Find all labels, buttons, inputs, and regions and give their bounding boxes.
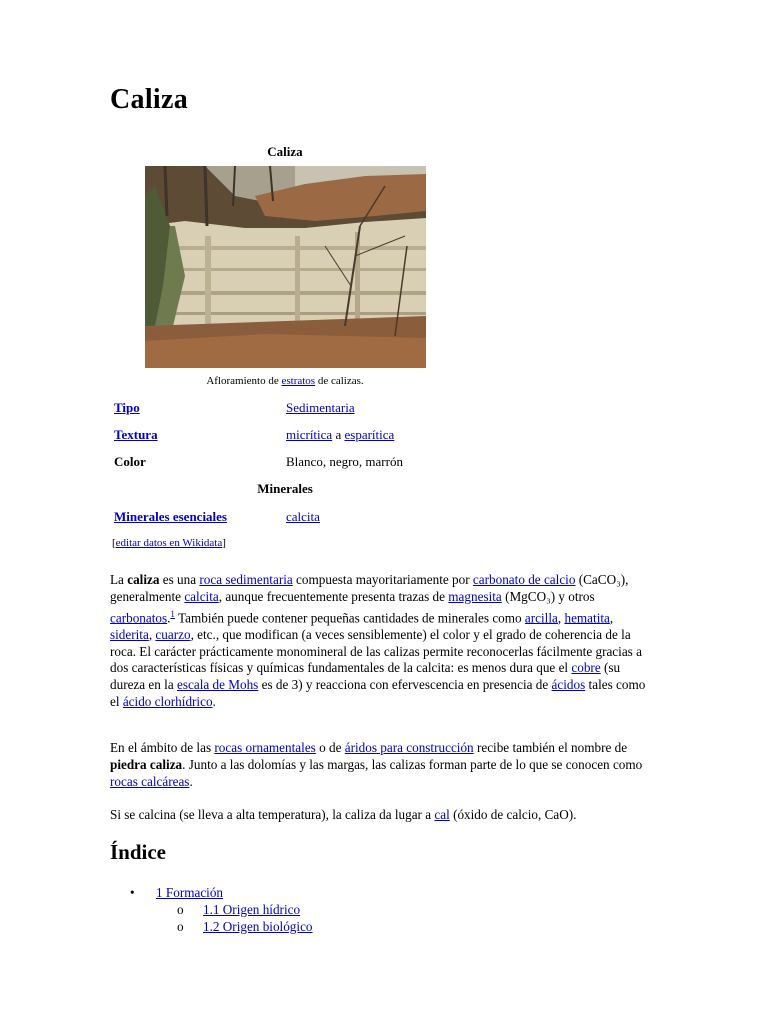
edit-wikidata-link[interactable]: editar datos en Wikidata [115,537,223,549]
text-run: , [148,626,156,642]
paragraph-intro [110,572,658,711]
toc-heading: Índice [110,840,167,864]
text-run: . [167,609,171,625]
table-of-contents [110,884,313,935]
inline-link[interactable]: siderita [110,626,149,642]
text-run: , aunque frecuentemente presenta trazas de [218,588,449,604]
infobox-value-tipo[interactable]: Sedimentaria [286,400,355,415]
page-title: Caliza [110,84,189,115]
link-micritica[interactable]: micrítica [286,427,333,442]
toc-link-origen-biologico[interactable]: 1.2 Origen biológico [203,919,313,934]
inline-link[interactable]: roca sedimentaria [199,572,293,587]
text-run: es una [159,572,200,587]
inline-link[interactable]: cobre [571,660,601,676]
toc-link-origen-hidrico[interactable]: 1.1 Origen hídrico [203,902,301,917]
infobox-section-minerales: Minerales [257,481,313,496]
text-run: (óxido de calcio, CaO). [449,807,577,822]
paragraph-calcination [110,807,658,824]
text-run: o de [315,740,345,755]
text-run: tales como el [110,677,646,709]
edit-bracket-close: ] [222,537,226,549]
toc-item [110,901,313,918]
toc-bullet: • [130,885,135,900]
infobox-value-calcita[interactable]: calcita [286,509,320,524]
text-run: es de 3) y reacciona con efervescencia en presencia de [258,677,552,693]
text-run: . [212,693,216,709]
edit-wikidata [112,537,226,549]
toc-bullet: o [177,919,184,934]
infobox-label-color: Color [114,454,146,469]
reference-superscript[interactable]: 1 [170,608,175,619]
bold-term: piedra caliza [110,756,183,772]
text-run: (MgCO₃) y otros [501,588,595,604]
text-run: , [557,609,565,625]
toc-item [110,884,313,901]
text-run: recibe también el nombre de [473,740,628,755]
inline-link[interactable]: magnesita [448,588,502,604]
edit-bracket-open: [ [112,537,116,549]
toc-item [110,918,313,935]
inline-link[interactable]: rocas ornamentales [214,740,316,755]
inline-link[interactable]: rocas calcáreas [110,773,190,789]
caption-prefix: Afloramiento de [206,375,282,387]
text-run: . [189,773,193,789]
inline-link[interactable]: arcilla [524,609,558,625]
bold-term: caliza [127,572,160,587]
inline-link[interactable]: calcita [184,588,219,604]
inline-link[interactable]: cuarzo [155,626,191,642]
text-run: En el ámbito de las [110,740,215,755]
textura-connector: a [332,427,345,442]
paragraph-ornamental [110,740,658,790]
inline-link[interactable]: ácido clorhídrico [122,693,213,709]
text-run: (CaCO₃), generalmente [110,572,629,604]
caption-link-estratos[interactable]: estratos [281,375,316,387]
text-run: , [609,609,614,625]
infobox-value-color: Blanco, negro, marrón [286,454,403,469]
limestone-outcrop-photo [145,166,426,368]
inline-link[interactable]: carbonato de calcio [472,572,576,587]
text-run: Si se calcina (se lleva a alta temperatura), la caliza da lugar a [110,807,435,822]
inline-link[interactable]: ácidos [551,677,586,693]
inline-link[interactable]: hematita [564,609,610,625]
infobox-label-textura[interactable]: Textura [114,427,158,442]
inline-link[interactable]: carbonatos [110,609,168,625]
toc-link-formacion[interactable]: 1 Formación [156,885,224,900]
text-run: , etc., que modifican (a veces sensiblemente) el color y el grado de coherencia de la roca. El carácter prácticamente monomineral de las calizas permite reconocerlas fácilmente gracias a dos características físicas y químicas fundamentales de la calcita: es menos dura que el [110,626,642,676]
link-esparitica[interactable]: esparítica [344,427,395,442]
toc-bullet: o [177,902,184,917]
text-run: . Junto a las dolomías y las margas, las calizas forman parte de lo que se conocen como [182,756,643,772]
text-run: compuesta mayoritariamente por [292,572,473,587]
text-run: La [110,572,128,587]
caption-suffix: de calizas. [315,375,364,387]
infobox-value-textura [286,427,394,443]
photo-caption [110,375,460,387]
text-run: (su dureza en la [110,660,621,693]
inline-link[interactable]: cal [434,807,450,822]
infobox-label-tipo[interactable]: Tipo [114,400,140,415]
inline-link[interactable]: escala de Mohs [177,677,259,693]
infobox-label-minerales-esenciales[interactable]: Minerales esenciales [114,509,227,524]
text-run: También puede contener pequeñas cantidades de minerales como [174,609,525,625]
inline-link[interactable]: áridos para construcción [344,740,474,755]
infobox-title: Caliza [267,144,303,159]
